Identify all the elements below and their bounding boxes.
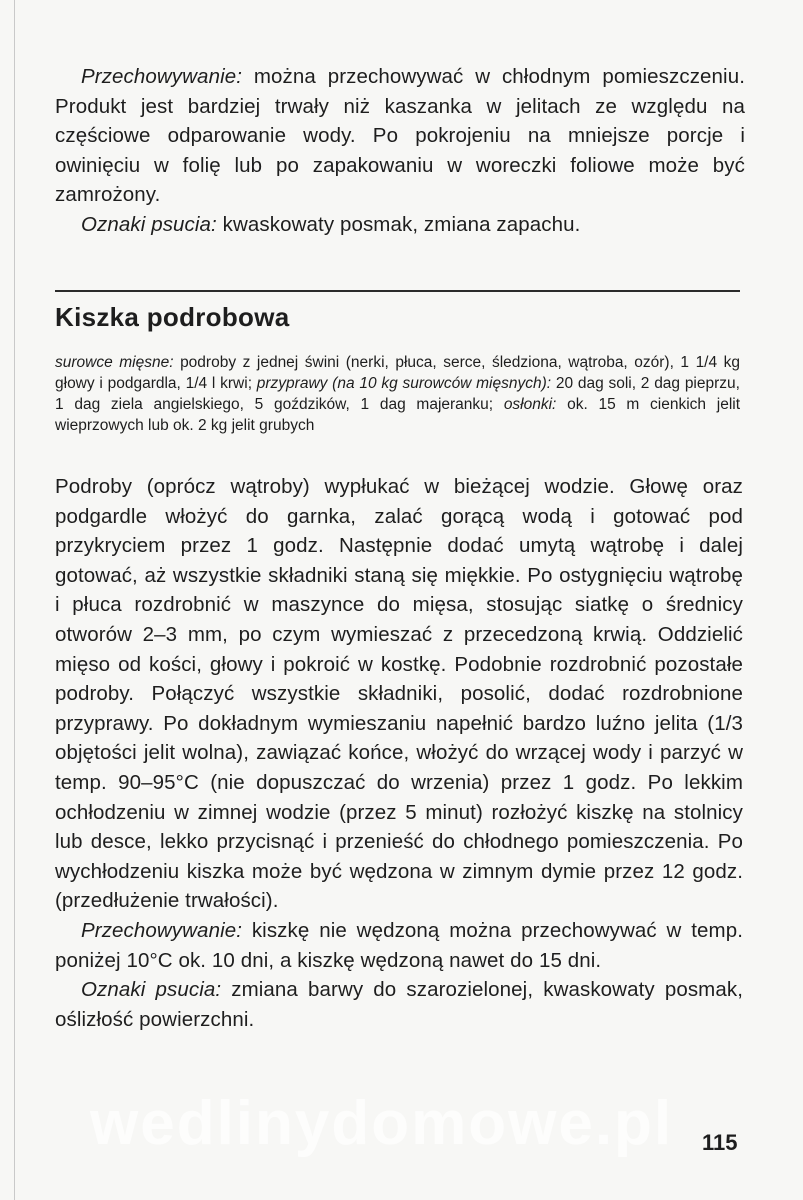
recipe-title: Kiszka podrobowa <box>55 302 290 332</box>
section-divider <box>55 290 740 292</box>
recipe-storage-paragraph <box>55 916 743 975</box>
recipe-body <box>55 472 743 1034</box>
watermark: wedlinydomowe.pl <box>90 1089 674 1158</box>
spoilage-paragraph <box>55 210 745 240</box>
meat-label: surowce mięsne: <box>55 354 174 371</box>
spoilage-text: kwaskowaty posmak, zmiana zapachu. <box>222 212 581 236</box>
recipe-storage-text: kiszkę nie wędzoną można przechowywać w temp. poniżej 10°C ok. 10 dni, a kiszkę wędzoną nawet do 15 dni. <box>55 918 743 972</box>
meat-text: podroby z jednej świni (nerki, płuca, serce, śledziona, wątroba, ozór), 1 1/4 kg głowy i podgardla, 1/4 l krwi; <box>55 354 741 392</box>
spices-text: 20 dag soli, 2 dag pieprzu, 1 dag ziela angielskiego, 5 goździków, 1 dag majeranku; <box>55 375 740 413</box>
recipe-spoilage-label: Oznaki psucia: <box>81 978 222 1002</box>
page-number: 115 <box>702 1130 738 1155</box>
storage-label: Przechowywanie: <box>81 65 243 88</box>
previous-recipe-tail <box>55 62 745 240</box>
recipe-storage-label: Przechowywanie: <box>81 918 243 942</box>
ingredients-list <box>55 352 740 436</box>
page-edge-line <box>14 0 15 1200</box>
recipe-spoilage-paragraph <box>55 975 743 1034</box>
storage-paragraph <box>55 62 745 210</box>
spoilage-label: Oznaki psucia: <box>81 212 217 236</box>
casings-label: osłonki: <box>503 396 557 413</box>
casings-text: ok. 15 m cienkich jelit wieprzowych lub ok. 2 kg jelit grubych <box>55 396 741 434</box>
recipe-spoilage-text: zmiana barwy do szarozielonej, kwaskowaty posmak, oślizłość powierzchni. <box>55 978 743 1031</box>
storage-text: można przechowywać w chłodnym pomieszczeniu. Produkt jest bardziej trwały niż kaszanka w jelitach ze względu na częściowe odparowanie wody. Po pokrojeniu na mniejsze porcje i owinięciu w folię lub po zapakowaniu w woreczki foliowe może być zamrożony. <box>55 65 746 207</box>
spices-label: przyprawy (na 10 kg surowców mięsnych): <box>256 375 552 392</box>
method-paragraph: Podroby (oprócz wątroby) wypłukać w bieżącej wodzie. Głowę oraz podgardle włożyć do garnka, zalać gorącą wodą i gotować pod przykryciem przez 1 godz. Następnie dodać umytą wątrobę i dalej gotować, aż wszystkie składniki staną się miękkie. Po ostygnięciu wątrobę i płuca rozdrobnić w maszynce do mięsa, stosując siatkę o średnicy otworów 2–3 mm, po czym wymieszać z przecedzoną krwią. Oddzielić mięso od kości, głowy i pokroić w kostkę. Podobnie rozdrobnić pozostałe podroby. Połączyć wszystkie składniki, posolić, dodać rozdrobnione przyprawy. Po dokładnym wymieszaniu napełnić bardzo luźno jelita (1/3 objętości jelit wolna), zawiązać końce, włożyć do wrzącej wody i parzyć w temp. 90–95°C (nie dopuszczać do wrzenia) przez 1 godz. Po lekkim ochłodzeniu w zimnej wodzie (przez 5 minut) rozłożyć kiszkę na stolnicy lub desce, lekko przycisnąć i przenieść do chłodnego pomieszczenia. Po wychłodzeniu kiszka może być wędzona w zimnym dymie przez 12 godz. (przedłużenie trwałości). <box>55 475 743 913</box>
